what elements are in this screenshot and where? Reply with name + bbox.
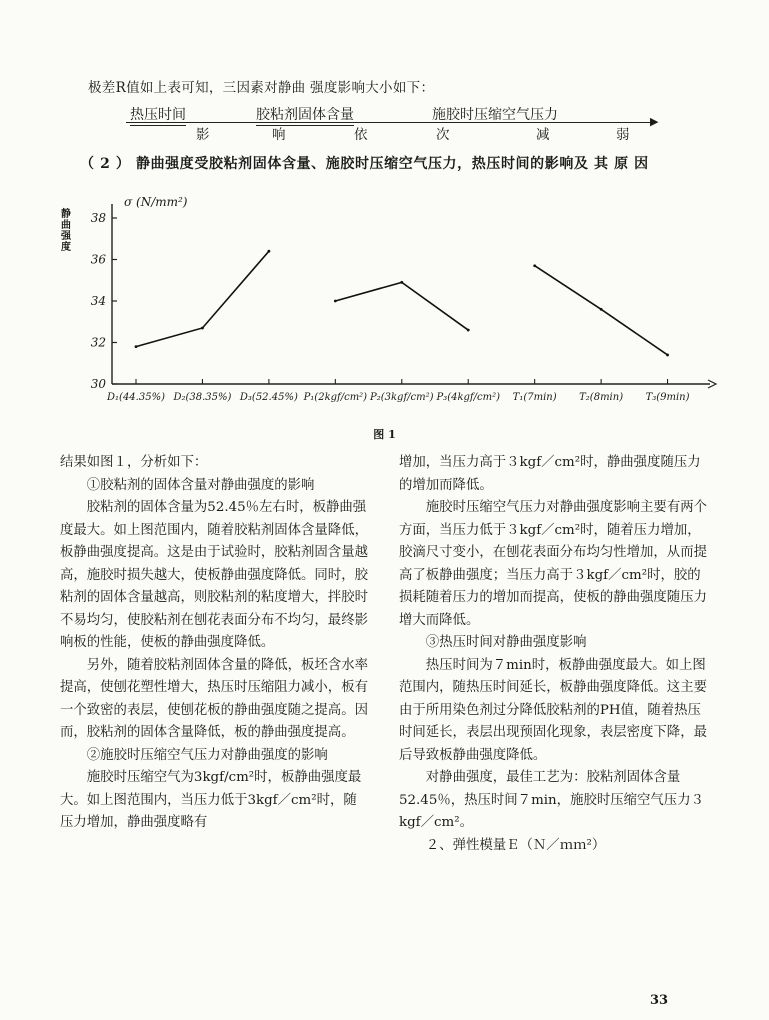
sequence-word: 影 bbox=[196, 127, 210, 143]
data-point bbox=[600, 308, 603, 311]
body-paragraph: 另外，随着胶粘剂固体含量的降低，板坯含水率提高，使刨花塑性增大，热压时压缩阻力减小，板有一个致密的表层，使刨花板的静曲强度随之提高。因而，胶粘剂的固体含量降低，板的静曲强度提高。 bbox=[60, 657, 368, 740]
body-paragraph: 对静曲强度，最佳工艺为：胶粘剂固体含量52.45％，热压时间７min，施胶时压缩空气压力３kgf／cm²。 bbox=[399, 770, 704, 830]
y-tick-label: 34 bbox=[90, 294, 106, 308]
sequence-word: 依 bbox=[354, 127, 368, 143]
series-line-2 bbox=[335, 282, 468, 330]
body-paragraph: 增加，当压力高于３kgf／cm²时，静曲强度随压力的增加而降低。 bbox=[399, 455, 701, 493]
y-tick-label: 38 bbox=[90, 211, 106, 225]
y-unit-label: σ (N/mm²) bbox=[124, 195, 188, 209]
y-tick-label: 36 bbox=[90, 252, 106, 267]
data-point bbox=[666, 354, 669, 357]
data-point bbox=[334, 300, 337, 303]
sequence-header-2: 胶粘剂固体含量 bbox=[256, 104, 354, 126]
sequence-header-3: 施胶时压缩空气压力 bbox=[432, 107, 558, 123]
x-tick-label: D₃(52.45%) bbox=[239, 392, 298, 403]
x-tick-label: T₃(9min) bbox=[645, 392, 690, 403]
intro-text: 极差R值如上表可知，三因素对静曲 强度影响大小如下： bbox=[88, 80, 435, 96]
arrow-right-icon: ▶ bbox=[650, 115, 659, 128]
data-point bbox=[135, 345, 138, 348]
data-point bbox=[533, 264, 536, 267]
body-paragraph: ③热压时间对静曲强度影响 bbox=[425, 635, 587, 650]
section-heading: （ 2 ） 静曲强度受胶粘剂固体含量、施胶时压缩空气压力，热压时间的影响及 其 原 因 bbox=[80, 156, 649, 172]
body-paragraph: 结果如图１，分析如下： bbox=[60, 455, 208, 470]
figure-caption: 图 1 bbox=[373, 428, 396, 441]
series-line-1 bbox=[136, 251, 269, 346]
data-point bbox=[400, 281, 403, 284]
page-number: 33 bbox=[650, 993, 669, 1008]
y-tick-label: 30 bbox=[90, 377, 106, 391]
data-point bbox=[467, 329, 470, 332]
body-paragraph: 热压时间为７min时，板静曲强度最大。如上图范围内，随热压时间延长，板静曲强度降低。这主要由于所用染色剂过分降低胶粘剂的PH值，随着热压时间延长，表层出现预固化现象，表层密度下降，最后导致板静曲强度降低。 bbox=[399, 657, 707, 763]
body-paragraph: 胶粘剂的固体含量为52.45％左右时，板静曲强度最大。如上图范围内，随着胶粘剂固体含量降低，板静曲强度提高。这是由于试验时，胶粘剂固含量越高，施胶时损失越大，使板静曲强度降低。同时，胶粘剂的固体含量越高，则胶粘剂的粘度增大，拌胶时不易均匀，使胶粘剂在刨花表面分布不均匀，最终影响板的性能，使板的静曲强度降低。 bbox=[60, 500, 368, 650]
x-tick-label: T₁(7min) bbox=[512, 392, 557, 403]
y-tick-label: 32 bbox=[90, 335, 106, 350]
y-axis-title: 静曲强度 bbox=[58, 208, 70, 252]
x-tick-label: D₂(38.35%) bbox=[173, 392, 232, 403]
x-tick-label: D₁(44.35%) bbox=[107, 392, 165, 403]
influence-sequence bbox=[126, 100, 666, 143]
strength-line-chart bbox=[50, 188, 730, 418]
x-tick-label: P₃(4kgf/cm²) bbox=[436, 392, 500, 403]
sequence-header-1: 热压时间 bbox=[130, 104, 186, 126]
body-paragraph: ①胶粘剂的固体含量对静曲强度的影响 bbox=[86, 477, 315, 493]
body-paragraph: 施胶时压缩空气压力对静曲强度影响主要有两个方面，当压力低于３kgf／cm²时，随着压力增加，胶滴尺寸变小，在刨花表面分布均匀性增加，从而提高了板静曲强度；当压力高于３kgf／cm²时，胶的损耗随着压力的增加而提高，使板的静曲强度随压力增大而降低。 bbox=[399, 500, 707, 628]
sequence-word: 减 bbox=[536, 127, 550, 143]
sequence-word: 弱 bbox=[616, 127, 630, 143]
body-paragraph: ２、弹性模量Ｅ（Ｎ／ｍｍ²） bbox=[425, 837, 606, 853]
data-point bbox=[267, 250, 270, 253]
x-tick-label: T₂(8min) bbox=[579, 392, 624, 403]
body-paragraph: 施胶时压缩空气为3kgf/cm²时，板静曲强度最大。如上图范围内，当压力低于3kgf／cm²时，随压力增加，静曲强度略有 bbox=[60, 770, 362, 830]
right-column bbox=[399, 452, 714, 857]
x-tick-label: P₁(2kgf/cm²) bbox=[303, 392, 368, 403]
data-point bbox=[201, 327, 204, 330]
sequence-word: 次 bbox=[436, 127, 450, 143]
x-tick-label: P₂(3kgf/cm²) bbox=[370, 392, 434, 403]
left-column bbox=[60, 452, 370, 835]
sequence-word: 响 bbox=[272, 127, 286, 143]
body-paragraph: ②施胶时压缩空气压力对静曲强度的影响 bbox=[86, 747, 328, 763]
